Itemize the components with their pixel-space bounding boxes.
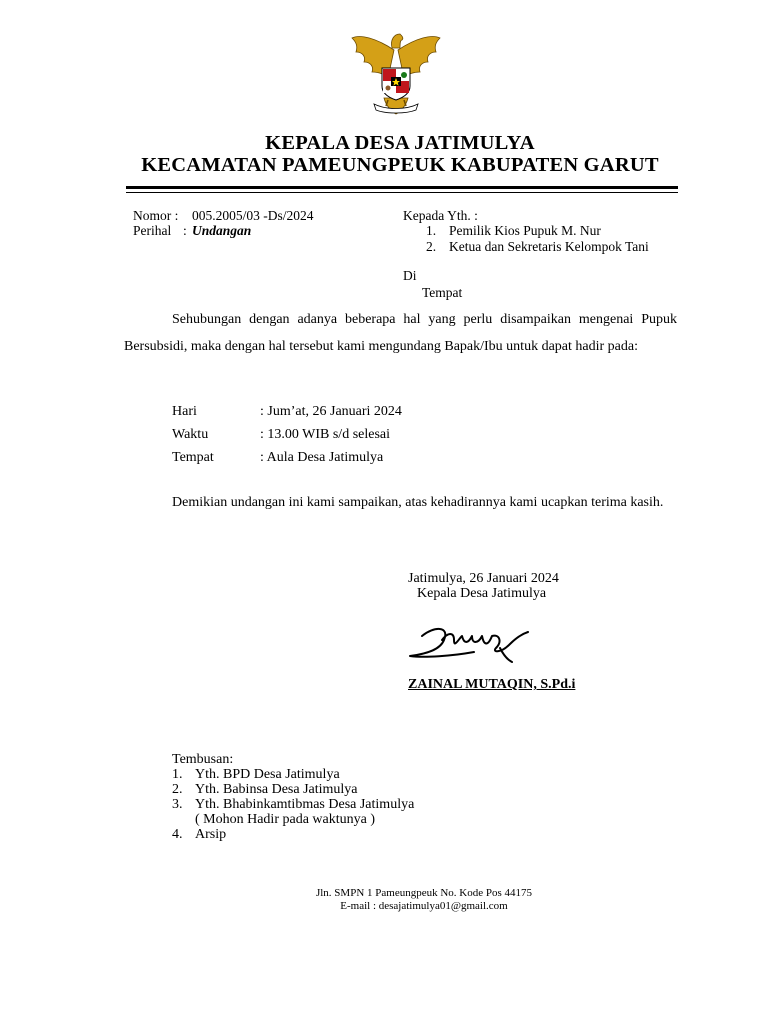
detail-label-tempat: Tempat (172, 450, 214, 465)
recipient-tempat: Tempat (422, 285, 463, 300)
detail-value-hari: : Jum’at, 26 Januari 2024 (260, 404, 402, 419)
footer-address: Jln. SMPN 1 Pameungpeuk No. Kode Pos 44175 (315, 887, 533, 899)
detail-label-waktu: Waktu (172, 427, 209, 442)
signature-place-date: Jatimulya, 26 Januari 2024 (408, 571, 559, 586)
tembusan-num-3: 3. (172, 797, 183, 812)
letterhead-rule-thin (126, 192, 678, 193)
tembusan-num-2: 2. (172, 782, 183, 797)
body-paragraph-2: Demikian undangan ini kami sampaikan, atas kehadirannya kami ucapkan terima kasih. (172, 495, 664, 510)
perihal-colon: : (183, 223, 187, 238)
tembusan-item-3: Yth. Bhabinkamtibmas Desa Jatimulya (195, 797, 415, 812)
detail-value-tempat: : Aula Desa Jatimulya (260, 450, 384, 465)
handwritten-signature-icon (404, 618, 554, 666)
body-paragraph-1: Sehubungan dengan adanya beberapa hal yang perlu disampaikan mengenai Pupuk Bersubsidi, maka dengan hal tersebut kami mengundang Bapak/Ibu untuk dapat hadir pada: (124, 312, 677, 354)
perihal-label: Perihal (133, 223, 172, 238)
signature-title: Kepala Desa Jatimulya (417, 586, 547, 601)
nomor-value: 005.2005/03 -Ds/2024 (192, 208, 314, 223)
tembusan-note: ( Mohon Hadir pada waktunya ) (195, 812, 376, 827)
letterhead-title: KEPALA DESA JATIMULYA (265, 132, 535, 154)
tembusan-item-4: Arsip (195, 827, 227, 842)
tembusan-num-4: 4. (172, 827, 183, 842)
perihal-value: Undangan (192, 223, 252, 238)
recipient-item-1: Pemilik Kios Pupuk M. Nur (449, 223, 601, 238)
garuda-emblem-icon (346, 28, 446, 120)
recipient-di: Di (403, 268, 417, 283)
detail-value-waktu: : 13.00 WIB s/d selesai (260, 427, 391, 442)
letterhead-rule-thick (126, 186, 678, 189)
signature-name: ZAINAL MUTAQIN, S.Pd.i (408, 677, 576, 692)
recipient-heading: Kepada Yth. : (403, 208, 478, 223)
tembusan-num-1: 1. (172, 767, 183, 782)
recipient-num-1: 1. (426, 223, 437, 238)
nomor-label: Nomor : (133, 208, 179, 223)
tembusan-heading: Tembusan: (172, 752, 234, 767)
detail-label-hari: Hari (172, 404, 197, 419)
tembusan-item-1: Yth. BPD Desa Jatimulya (195, 767, 340, 782)
letterhead-subtitle: KECAMATAN PAMEUNGPEUK KABUPATEN GARUT (141, 154, 659, 176)
recipient-item-2: Ketua dan Sekretaris Kelompok Tani (449, 239, 649, 254)
tembusan-item-2: Yth. Babinsa Desa Jatimulya (195, 782, 358, 797)
footer-email: E-mail : desajatimulya01@gmail.com (340, 900, 508, 912)
recipient-num-2: 2. (426, 239, 437, 254)
